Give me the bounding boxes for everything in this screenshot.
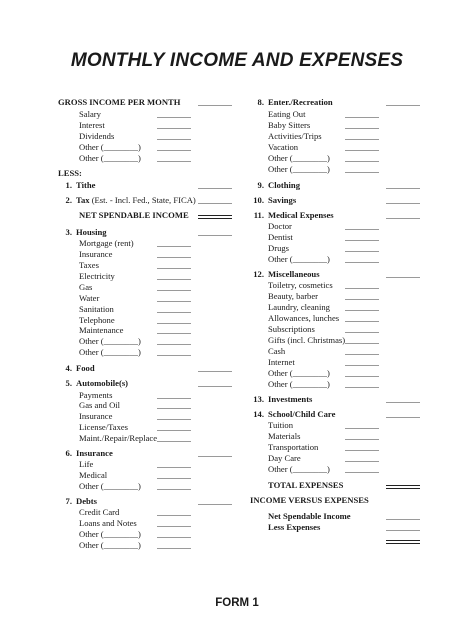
row-label — [250, 194, 296, 206]
label-text: Credit Card — [79, 507, 120, 517]
label-text: INCOME VERSUS EXPENSES — [250, 495, 369, 505]
label-text: TOTAL EXPENSES — [268, 480, 344, 490]
item-number: 4. — [65, 363, 72, 373]
item-number: 7. — [65, 496, 72, 506]
label-text: Tax — [76, 195, 90, 205]
item-number: 10. — [253, 195, 264, 205]
label-text: Other (________) — [268, 368, 330, 378]
label-text: School/Child Care — [268, 409, 336, 419]
label-text: Other (________) — [79, 142, 141, 152]
amount-blank-line[interactable] — [386, 530, 420, 531]
label-text: Vacation — [268, 142, 299, 152]
amount-blank-line[interactable] — [345, 240, 379, 241]
label-text: Tuition — [268, 420, 294, 430]
amount-blank-line[interactable] — [345, 288, 379, 289]
label-text: Other (________) — [268, 254, 330, 264]
amount-blank-line[interactable] — [386, 105, 420, 106]
label-text: Transportation — [268, 442, 319, 452]
label-text: Telephone — [79, 315, 115, 325]
label-text: Other (________) — [268, 164, 330, 174]
label-text: Gas and Oil — [79, 400, 121, 410]
row-label — [250, 393, 312, 405]
label-text: Day Care — [268, 453, 301, 463]
label-text: Savings — [268, 195, 297, 205]
item-number: 5. — [65, 378, 72, 388]
amount-blank-line[interactable] — [345, 450, 379, 451]
label-text: Loans and Notes — [79, 518, 137, 528]
item-number: 11. — [253, 210, 264, 220]
form-row-investments — [0, 393, 474, 405]
form-row-enter-recreation — [0, 96, 474, 108]
row-label — [268, 479, 343, 491]
label-text: Maintenance — [79, 325, 124, 335]
label-text: Miscellaneous — [268, 269, 320, 279]
form-row-savings — [0, 194, 474, 206]
amount-blank-line[interactable] — [345, 128, 379, 129]
amount-blank-line[interactable] — [345, 387, 379, 388]
label-text: Subscriptions — [268, 324, 315, 334]
label-text: Automobile(s) — [76, 378, 129, 388]
label-text: Insurance — [79, 249, 113, 259]
label-subtext: (Est. - Incl. Fed., State, FICA) — [89, 195, 196, 205]
form-row-other — [0, 253, 474, 265]
item-number: 8. — [257, 97, 264, 107]
row-label — [268, 253, 330, 265]
label-text: Allowances, lunches — [268, 313, 340, 323]
form-row-other — [0, 163, 474, 175]
amount-blank-line[interactable] — [345, 321, 379, 322]
amount-blank-line[interactable] — [345, 251, 379, 252]
label-text: Housing — [76, 227, 107, 237]
amount-blank-line[interactable] — [157, 548, 191, 549]
label-text: Clothing — [268, 180, 300, 190]
form-title: MONTHLY INCOME AND EXPENSES — [70, 50, 404, 71]
amount-blank-line[interactable] — [345, 332, 379, 333]
amount-blank-line[interactable] — [345, 343, 379, 344]
label-text: Less Expenses — [268, 522, 321, 532]
row-label — [268, 163, 330, 175]
form-row-less-expenses — [0, 521, 474, 533]
amount-blank-line[interactable] — [345, 161, 379, 162]
amount-blank-line[interactable] — [345, 461, 379, 462]
label-text: LESS: — [58, 168, 82, 178]
item-number: 2. — [65, 195, 72, 205]
amount-blank-line[interactable] — [345, 229, 379, 230]
amount-blank-line[interactable] — [345, 172, 379, 173]
form-row-blank — [0, 534, 474, 546]
label-text: Investments — [268, 394, 313, 404]
label-text: Other (________) — [268, 379, 330, 389]
item-number: 6. — [65, 448, 72, 458]
label-text: Insurance — [76, 448, 113, 458]
label-text: Food — [76, 363, 95, 373]
item-number: 3. — [65, 227, 72, 237]
amount-blank-line[interactable] — [345, 139, 379, 140]
amount-blank-line[interactable] — [345, 376, 379, 377]
amount-blank-line[interactable] — [386, 417, 420, 418]
label-text: Other (________) — [79, 540, 141, 550]
label-text: Interest — [79, 120, 105, 130]
label-text: Other (________) — [79, 481, 141, 491]
total-double-line[interactable] — [386, 485, 420, 489]
item-number: 9. — [257, 180, 264, 190]
amount-blank-line[interactable] — [345, 262, 379, 263]
label-text: Enter./Recreation — [268, 97, 333, 107]
label-text: Laundry, cleaning — [268, 302, 330, 312]
label-text: Medical Expenses — [268, 210, 334, 220]
form-row-income-versus-expenses — [0, 494, 474, 506]
amount-blank-line[interactable] — [345, 439, 379, 440]
form-row-other — [0, 463, 474, 475]
row-label — [268, 521, 320, 533]
label-text: Mortgage (rent) — [79, 238, 134, 248]
amount-blank-line[interactable] — [345, 117, 379, 118]
label-text: Maint./Repair/Replace — [79, 433, 158, 443]
label-text: Tithe — [76, 180, 96, 190]
item-number: 13. — [253, 394, 264, 404]
amount-blank-line[interactable] — [386, 402, 420, 403]
amount-blank-line[interactable] — [345, 428, 379, 429]
label-text: Activities/Trips — [268, 131, 322, 141]
label-text: Other (________) — [79, 336, 141, 346]
amount-blank-line[interactable] — [345, 354, 379, 355]
amount-blank-line[interactable] — [345, 150, 379, 151]
label-text: Salary — [79, 109, 101, 119]
label-text: Cash — [268, 346, 286, 356]
total-double-line[interactable] — [386, 540, 420, 544]
amount-blank-line[interactable] — [345, 310, 379, 311]
label-text: Eating Out — [268, 109, 306, 119]
label-text: Drugs — [268, 243, 290, 253]
amount-blank-line[interactable] — [345, 299, 379, 300]
label-text: Insurance — [79, 411, 113, 421]
label-text: GROSS INCOME PER MONTH — [58, 97, 181, 107]
label-text: Other (________) — [79, 529, 141, 539]
label-text: Electricity — [79, 271, 115, 281]
row-label — [268, 463, 330, 475]
row-label — [250, 96, 333, 108]
amount-blank-line[interactable] — [386, 218, 420, 219]
label-text: Materials — [268, 431, 301, 441]
amount-blank-line[interactable] — [386, 277, 420, 278]
amount-blank-line[interactable] — [386, 203, 420, 204]
label-text: Internet — [268, 357, 295, 367]
amount-blank-line[interactable] — [386, 519, 420, 520]
label-text: NET SPENDABLE INCOME — [79, 210, 189, 220]
label-text: Debts — [76, 496, 98, 506]
label-text: Gas — [79, 282, 93, 292]
row-label — [268, 378, 330, 390]
label-text: Taxes — [79, 260, 99, 270]
label-text: Medical — [79, 470, 108, 480]
label-text: Other (________) — [268, 153, 330, 163]
label-text: Baby Sitters — [268, 120, 311, 130]
form-row-other — [0, 378, 474, 390]
label-text: Payments — [79, 390, 113, 400]
form-row-clothing — [0, 179, 474, 191]
label-text: Other (________) — [268, 464, 330, 474]
label-text: Toiletry, cosmetics — [268, 280, 333, 290]
label-text: Net Spendable Income — [268, 511, 351, 521]
label-text: Sanitation — [79, 304, 114, 314]
label-text: Other (________) — [79, 347, 141, 357]
label-text: Gifts (incl. Christmas) — [268, 335, 346, 345]
label-text: Life — [79, 459, 94, 469]
label-text: License/Taxes — [79, 422, 129, 432]
label-text: Other (________) — [79, 153, 141, 163]
row-label — [250, 494, 369, 506]
amount-blank-line[interactable] — [386, 188, 420, 189]
form-row-total-expenses — [0, 479, 474, 491]
item-number: 12. — [253, 269, 264, 279]
amount-blank-line[interactable] — [345, 365, 379, 366]
label-text: Water — [79, 293, 100, 303]
label-text: Dividends — [79, 131, 115, 141]
label-text: Doctor — [268, 221, 292, 231]
item-number: 1. — [65, 180, 72, 190]
form-number: FORM 1 — [215, 597, 259, 609]
item-number: 14. — [253, 409, 264, 419]
label-text: Dentist — [268, 232, 293, 242]
row-label — [250, 179, 300, 191]
label-text: Beauty, barber — [268, 291, 319, 301]
amount-blank-line[interactable] — [345, 472, 379, 473]
